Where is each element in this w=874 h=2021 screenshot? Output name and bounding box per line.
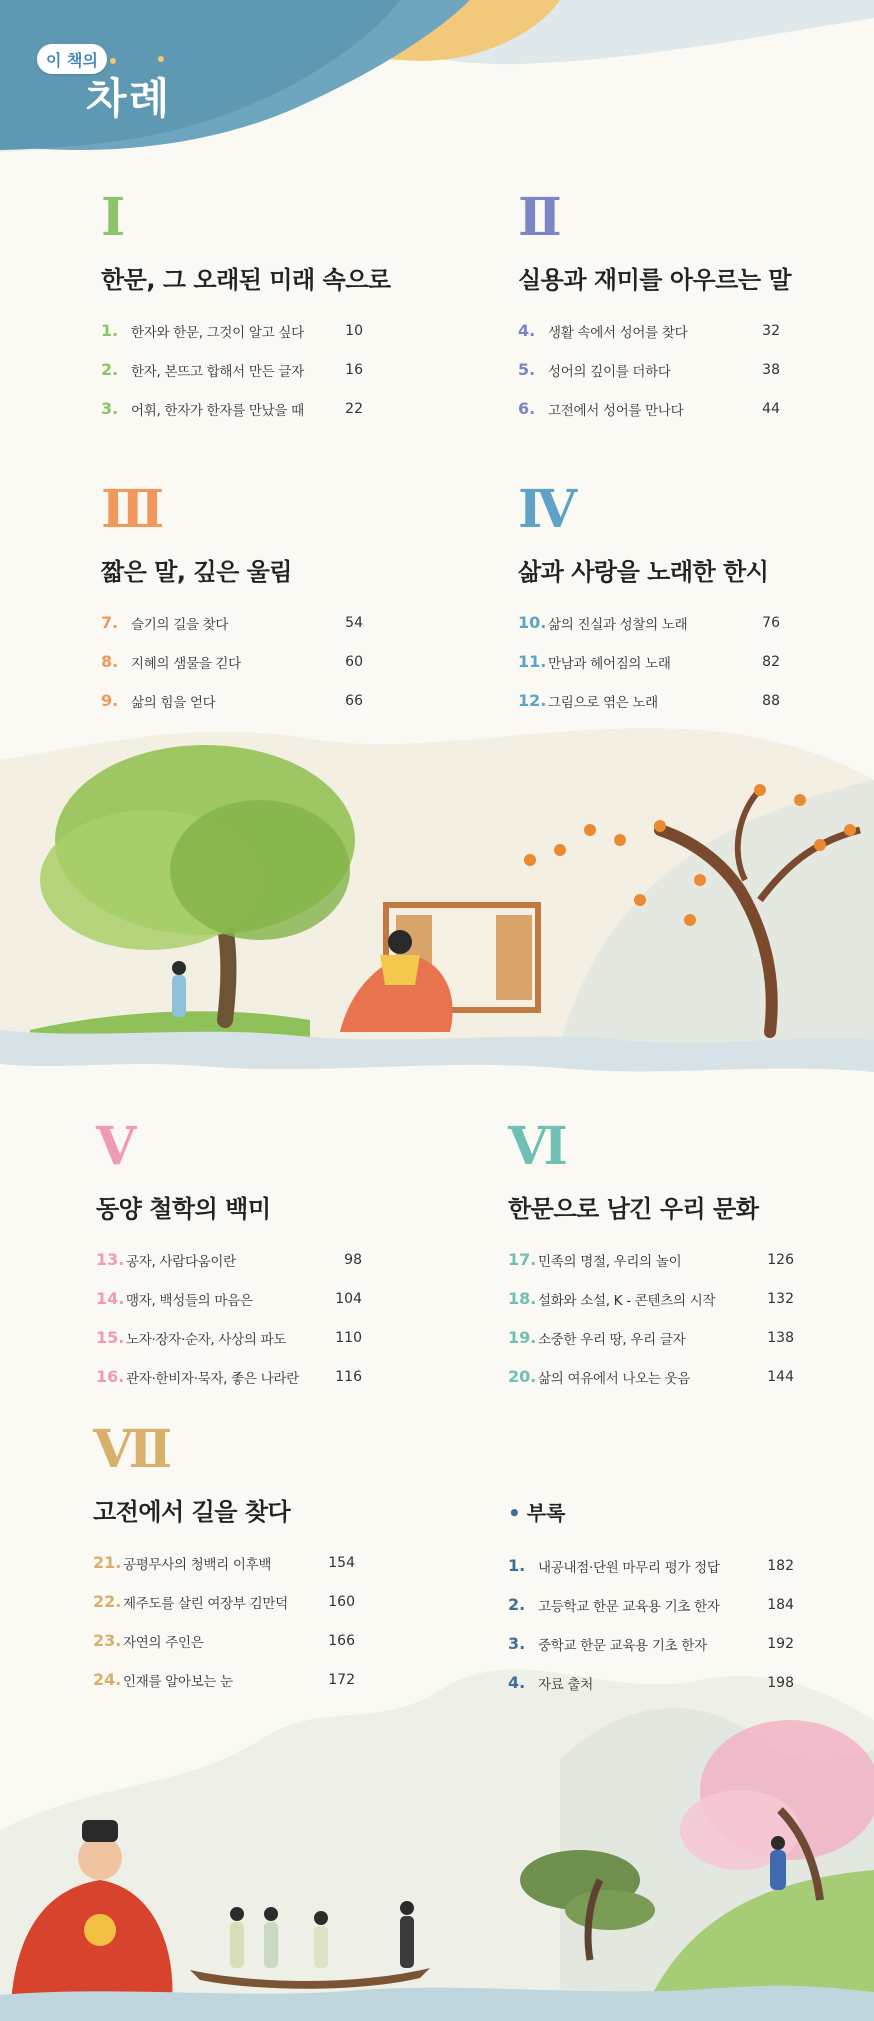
appendix-page: 182 [767, 1557, 794, 1574]
appendix-number: 3. [508, 1634, 526, 1653]
chapter-page: 10 [345, 322, 363, 339]
chapter-page: 66 [345, 692, 363, 709]
chapter-page: 110 [335, 1329, 362, 1346]
chapter-item[interactable] [518, 389, 780, 428]
chapter-number: 5. [518, 360, 536, 379]
part-title: 실용과 재미를 아우르는 말 [518, 266, 792, 294]
chapter-title: 자연의 주인은 [123, 1634, 204, 1651]
toc-section [518, 187, 792, 428]
part-numeral: Ⅱ [518, 187, 560, 248]
chapter-item[interactable] [93, 1621, 355, 1660]
chapter-number: 6. [518, 399, 536, 418]
appendix-title-item: 내공내점·단원 마무리 평가 정답 [538, 1559, 720, 1576]
chapter-page: 82 [762, 653, 780, 670]
toc-section [508, 1116, 794, 1396]
chapter-number: 24. [93, 1670, 122, 1689]
chapter-page: 166 [328, 1632, 355, 1649]
chapter-list [518, 311, 780, 428]
toc-section [518, 479, 780, 720]
chapter-title: 제주도를 살린 여장부 김만덕 [123, 1595, 288, 1612]
appendix-title-item: 고등학교 한문 교육용 기초 한자 [538, 1598, 720, 1615]
bullet-icon: • [508, 1501, 521, 1525]
chapter-item[interactable] [101, 350, 363, 389]
chapter-title: 그림으로 엮은 노래 [548, 694, 658, 711]
chapter-item[interactable] [93, 1582, 355, 1621]
part-numeral: Ⅰ [101, 187, 124, 248]
appendix-number: 2. [508, 1595, 526, 1614]
chapter-page: 88 [762, 692, 780, 709]
chapter-title: 설화와 소설, K - 콘텐츠의 시작 [538, 1292, 716, 1309]
chapter-page: 32 [762, 322, 780, 339]
chapter-page: 104 [335, 1290, 362, 1307]
part-numeral: Ⅶ [93, 1419, 171, 1480]
appendix-page: 192 [767, 1635, 794, 1652]
chapter-item[interactable] [508, 1357, 794, 1396]
chapter-number: 2. [101, 360, 119, 379]
chapter-page: 22 [345, 400, 363, 417]
appendix-page: 184 [767, 1596, 794, 1613]
chapter-list [508, 1240, 794, 1396]
chapter-title: 노자·장자·순자, 사상의 파도 [126, 1331, 287, 1348]
chapter-number: 11. [518, 652, 547, 671]
chapter-item[interactable] [518, 681, 780, 720]
chapter-number: 19. [508, 1328, 537, 1347]
chapter-list [93, 1543, 355, 1699]
chapter-number: 10. [518, 613, 547, 632]
decor-dot [158, 56, 164, 62]
chapter-item[interactable] [93, 1660, 355, 1699]
chapter-item[interactable] [101, 311, 363, 350]
chapter-page: 160 [328, 1593, 355, 1610]
chapter-item[interactable] [93, 1543, 355, 1582]
chapter-title: 맹자, 백성들의 마음은 [126, 1292, 253, 1309]
part-numeral: Ⅴ [96, 1116, 135, 1177]
chapter-item[interactable] [518, 311, 780, 350]
chapter-title: 민족의 명절, 우리의 놀이 [538, 1253, 682, 1270]
appendix-number: 1. [508, 1556, 526, 1575]
chapter-item[interactable] [96, 1357, 362, 1396]
chapter-item[interactable] [101, 389, 363, 428]
chapter-item[interactable] [508, 1240, 794, 1279]
chapter-title: 한자, 본뜨고 합해서 만든 글자 [131, 363, 304, 380]
chapter-number: 21. [93, 1553, 122, 1572]
chapter-list [101, 311, 363, 428]
chapter-title: 삶의 진실과 성찰의 노래 [548, 616, 688, 633]
part-title: 한문으로 남긴 우리 문화 [508, 1195, 759, 1223]
part-title: 삶과 사랑을 노래한 한시 [518, 558, 769, 586]
appendix-title [508, 1497, 794, 1526]
chapter-page: 76 [762, 614, 780, 631]
chapter-number: 14. [96, 1289, 125, 1308]
chapter-page: 144 [767, 1368, 794, 1385]
chapter-item[interactable] [518, 642, 780, 681]
chapter-number: 8. [101, 652, 119, 671]
chapter-item[interactable] [101, 642, 363, 681]
chapter-item[interactable] [508, 1279, 794, 1318]
chapter-item[interactable] [508, 1318, 794, 1357]
appendix-title-item: 중학교 한문 교육용 기초 한자 [538, 1637, 707, 1654]
chapter-list [101, 603, 363, 720]
chapter-title: 인재를 알아보는 눈 [123, 1673, 233, 1690]
part-title: 고전에서 길을 찾다 [93, 1498, 291, 1526]
chapter-title: 슬기의 길을 찾다 [131, 616, 229, 633]
scholar-figure [172, 975, 186, 1017]
chapter-item[interactable] [96, 1318, 362, 1357]
chapter-number: 15. [96, 1328, 125, 1347]
appendix-items [508, 1546, 794, 1702]
appendix-title-item: 자료 출처 [538, 1676, 593, 1693]
chapter-page: 172 [328, 1671, 355, 1688]
chapter-list [96, 1240, 362, 1396]
swing-figure [770, 1850, 786, 1890]
chapter-title: 고전에서 성어를 만나다 [548, 402, 684, 419]
appendix-page: 198 [767, 1674, 794, 1691]
chapter-title: 공자, 사람다움이란 [126, 1253, 236, 1270]
chapter-number: 4. [518, 321, 536, 340]
chapter-number: 3. [101, 399, 119, 418]
toc-section [93, 1419, 355, 1699]
part-numeral: Ⅵ [508, 1116, 566, 1177]
chapter-number: 1. [101, 321, 119, 340]
chapter-page: 60 [345, 653, 363, 670]
toc-section [96, 1116, 362, 1396]
chapter-item[interactable] [96, 1240, 362, 1279]
chapter-number: 23. [93, 1631, 122, 1650]
chapter-page: 54 [345, 614, 363, 631]
chapter-number: 13. [96, 1250, 125, 1269]
decor-dot [110, 58, 116, 64]
chapter-title: 만남과 헤어짐의 노래 [548, 655, 671, 672]
chapter-title: 성어의 깊이를 더하다 [548, 363, 671, 380]
appendix-item[interactable] [508, 1546, 794, 1585]
appendix-title-text: 부록 [526, 1501, 566, 1525]
header-badge: 이 책의 [37, 44, 107, 74]
chapter-page: 44 [762, 400, 780, 417]
part-title: 한문, 그 오래된 미래 속으로 [101, 266, 391, 294]
chapter-page: 138 [767, 1329, 794, 1346]
chapter-title: 공평무사의 청백리 이후백 [123, 1556, 272, 1573]
chapter-title: 어휘, 한자가 한자를 만났을 때 [131, 402, 304, 419]
chapter-item[interactable] [101, 681, 363, 720]
chapter-page: 132 [767, 1290, 794, 1307]
appendix-item[interactable] [508, 1624, 794, 1663]
toc-section [101, 187, 391, 428]
chapter-list [518, 603, 780, 720]
chapter-title: 삶의 힘을 얻다 [131, 694, 216, 711]
chapter-title: 한자와 한문, 그것이 알고 싶다 [131, 324, 304, 341]
page-title: 차례 [86, 74, 172, 123]
appendix-item[interactable] [508, 1585, 794, 1624]
chapter-number: 7. [101, 613, 119, 632]
chapter-number: 9. [101, 691, 119, 710]
appendix-item[interactable] [508, 1663, 794, 1702]
part-numeral: Ⅲ [101, 479, 163, 540]
chapter-item[interactable] [518, 350, 780, 389]
chapter-title: 생활 속에서 성어를 찾다 [548, 324, 688, 341]
chapter-title: 지혜의 샘물을 긷다 [131, 655, 241, 672]
chapter-number: 22. [93, 1592, 122, 1611]
chapter-title: 소중한 우리 땅, 우리 글자 [538, 1331, 686, 1348]
appendix-section [508, 1493, 794, 1702]
chapter-page: 98 [344, 1251, 362, 1268]
part-title: 짧은 말, 깊은 울림 [101, 558, 292, 586]
chapter-number: 17. [508, 1250, 537, 1269]
chapter-page: 116 [335, 1368, 362, 1385]
chapter-page: 126 [767, 1251, 794, 1268]
chapter-number: 20. [508, 1367, 537, 1386]
appendix-number: 4. [508, 1673, 526, 1692]
part-title: 동양 철학의 백미 [96, 1195, 271, 1223]
chapter-number: 18. [508, 1289, 537, 1308]
chapter-item[interactable] [518, 603, 780, 642]
toc-section [101, 479, 363, 720]
chapter-title: 삶의 여유에서 나오는 웃음 [538, 1370, 691, 1387]
part-numeral: Ⅳ [518, 479, 576, 540]
chapter-item[interactable] [96, 1279, 362, 1318]
chapter-number: 16. [96, 1367, 125, 1386]
chapter-page: 154 [328, 1554, 355, 1571]
chapter-item[interactable] [101, 603, 363, 642]
chapter-page: 38 [762, 361, 780, 378]
chapter-title: 관자·한비자·묵자, 좋은 나라란 [126, 1370, 299, 1387]
chapter-number: 12. [518, 691, 547, 710]
chapter-page: 16 [345, 361, 363, 378]
